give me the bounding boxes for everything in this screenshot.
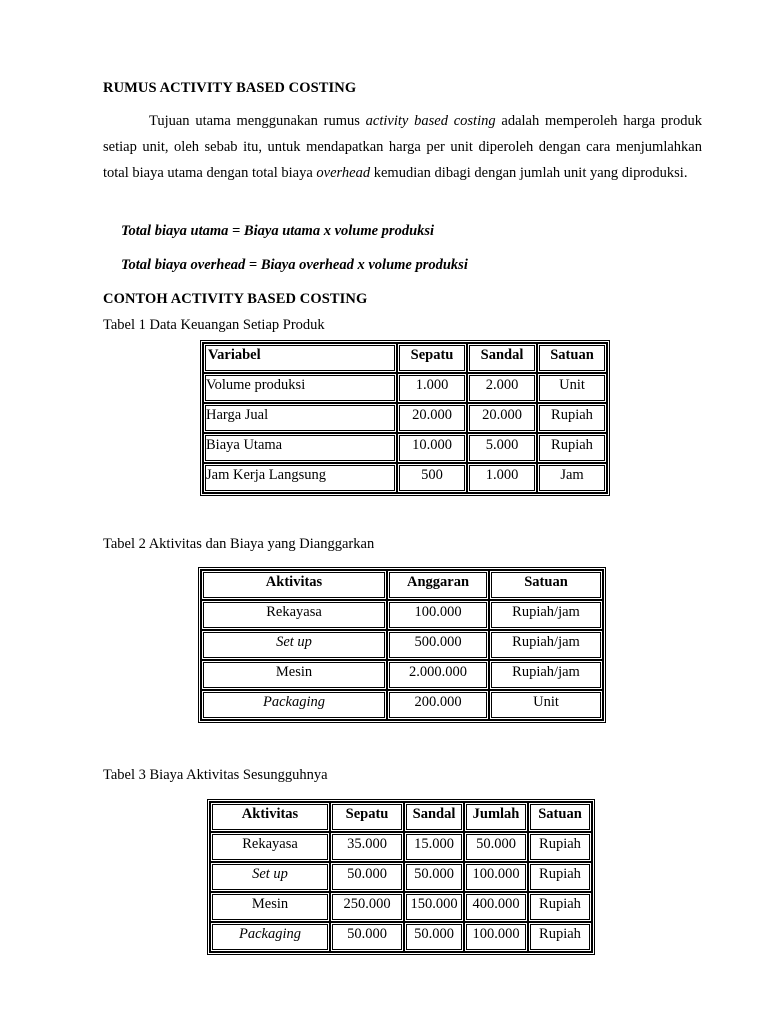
table-header-cell: Satuan	[528, 802, 592, 832]
table-header-cell: Sepatu	[330, 802, 404, 832]
table-biaya-aktivitas	[207, 799, 595, 955]
table-cell: 500	[397, 463, 467, 493]
table-cell: Packaging	[201, 690, 387, 720]
paragraph-italic-1: activity based costing	[365, 113, 496, 129]
table-cell: 100.000	[464, 922, 528, 952]
table-cell: 15.000	[404, 832, 464, 862]
table-cell: 50.000	[464, 832, 528, 862]
table-header-cell: Sepatu	[397, 343, 467, 373]
table-cell: 35.000	[330, 832, 404, 862]
table2-caption: Tabel 2 Aktivitas dan Biaya yang Dianggarkan	[103, 536, 375, 552]
table-cell: 50.000	[404, 922, 464, 952]
table-header-cell: Variabel	[203, 343, 397, 373]
table-cell: Rekayasa	[210, 832, 330, 862]
table-cell: Packaging	[210, 922, 330, 952]
table-cell: Harga Jual	[203, 403, 397, 433]
table-row	[201, 630, 603, 660]
table1-caption: Tabel 1 Data Keuangan Setiap Produk	[103, 317, 325, 333]
table-row	[210, 922, 592, 952]
table-cell: Volume produksi	[203, 373, 397, 403]
table-cell: Rupiah	[528, 922, 592, 952]
table-cell: Rupiah/jam	[489, 630, 603, 660]
table-cell: 250.000	[330, 892, 404, 922]
table-cell: Rupiah	[537, 433, 607, 463]
table-cell: 2.000	[467, 373, 537, 403]
paragraph-italic-2: overhead	[316, 165, 371, 181]
table-cell: 100.000	[387, 600, 489, 630]
table-cell: 20.000	[397, 403, 467, 433]
table-cell: 150.000	[404, 892, 464, 922]
table-cell: Rupiah	[528, 862, 592, 892]
table-cell: Rupiah	[528, 832, 592, 862]
table-cell: Rupiah/jam	[489, 660, 603, 690]
table-cell: 10.000	[397, 433, 467, 463]
table-row	[203, 403, 607, 433]
table-header-cell: Sandal	[467, 343, 537, 373]
table-cell: 400.000	[464, 892, 528, 922]
table-cell: Rekayasa	[201, 600, 387, 630]
table-row	[201, 600, 603, 630]
table-cell: 500.000	[387, 630, 489, 660]
table-row	[210, 892, 592, 922]
table-header-cell: Satuan	[537, 343, 607, 373]
table-data-keuangan	[200, 340, 610, 496]
table-cell: 2.000.000	[387, 660, 489, 690]
table-header-cell: Anggaran	[387, 570, 489, 600]
table-cell: Rupiah/jam	[489, 600, 603, 630]
paragraph-text-1: Tujuan utama menggunakan rumus	[149, 113, 366, 129]
table-cell: 200.000	[387, 690, 489, 720]
table-cell: Mesin	[201, 660, 387, 690]
table-cell: 50.000	[330, 922, 404, 952]
table-header-cell: Sandal	[404, 802, 464, 832]
table-cell: Set up	[201, 630, 387, 660]
table-cell: Unit	[489, 690, 603, 720]
table3-caption: Tabel 3 Biaya Aktivitas Sesungguhnya	[103, 767, 328, 783]
table-row	[210, 832, 592, 862]
table-row	[210, 862, 592, 892]
table-header-row	[203, 343, 607, 373]
table-cell: 1.000	[467, 463, 537, 493]
table-cell: Rupiah	[528, 892, 592, 922]
paragraph-text-2: adalah memperoleh harga produk setiap unit, oleh sebab itu, untuk mendapatkan harga per unit diperoleh dengan cara menjumlahkan total biaya utama dengan total biaya	[103, 113, 703, 181]
table-cell: 1.000	[397, 373, 467, 403]
formula-total-biaya-utama: Total biaya utama = Biaya utama x volume produksi	[121, 223, 435, 239]
intro-paragraph	[103, 108, 702, 186]
table-cell: Rupiah	[537, 403, 607, 433]
table-cell: Unit	[537, 373, 607, 403]
paragraph-text-3: kemudian dibagi dengan jumlah unit yang diproduksi.	[370, 165, 688, 181]
table-cell: 5.000	[467, 433, 537, 463]
table-cell: Biaya Utama	[203, 433, 397, 463]
table-cell: Mesin	[210, 892, 330, 922]
table-aktivitas-anggaran	[198, 567, 606, 723]
table-cell: 20.000	[467, 403, 537, 433]
table-row	[203, 373, 607, 403]
table-row	[201, 690, 603, 720]
formula-total-biaya-overhead: Total biaya overhead = Biaya overhead x volume produksi	[121, 257, 468, 273]
table-header-row	[210, 802, 592, 832]
table-cell: 100.000	[464, 862, 528, 892]
table-header-cell: Aktivitas	[201, 570, 387, 600]
table-row	[201, 660, 603, 690]
table-header-row	[201, 570, 603, 600]
section-title-rumus: RUMUS ACTIVITY BASED COSTING	[103, 80, 357, 96]
table-header-cell: Aktivitas	[210, 802, 330, 832]
table-cell: 50.000	[330, 862, 404, 892]
table-cell: 50.000	[404, 862, 464, 892]
table-cell: Jam Kerja Langsung	[203, 463, 397, 493]
table-cell: Set up	[210, 862, 330, 892]
table-header-cell: Satuan	[489, 570, 603, 600]
table-row	[203, 433, 607, 463]
section-title-contoh: CONTOH ACTIVITY BASED COSTING	[103, 291, 368, 307]
table-row	[203, 463, 607, 493]
table-header-cell: Jumlah	[464, 802, 528, 832]
table-cell: Jam	[537, 463, 607, 493]
